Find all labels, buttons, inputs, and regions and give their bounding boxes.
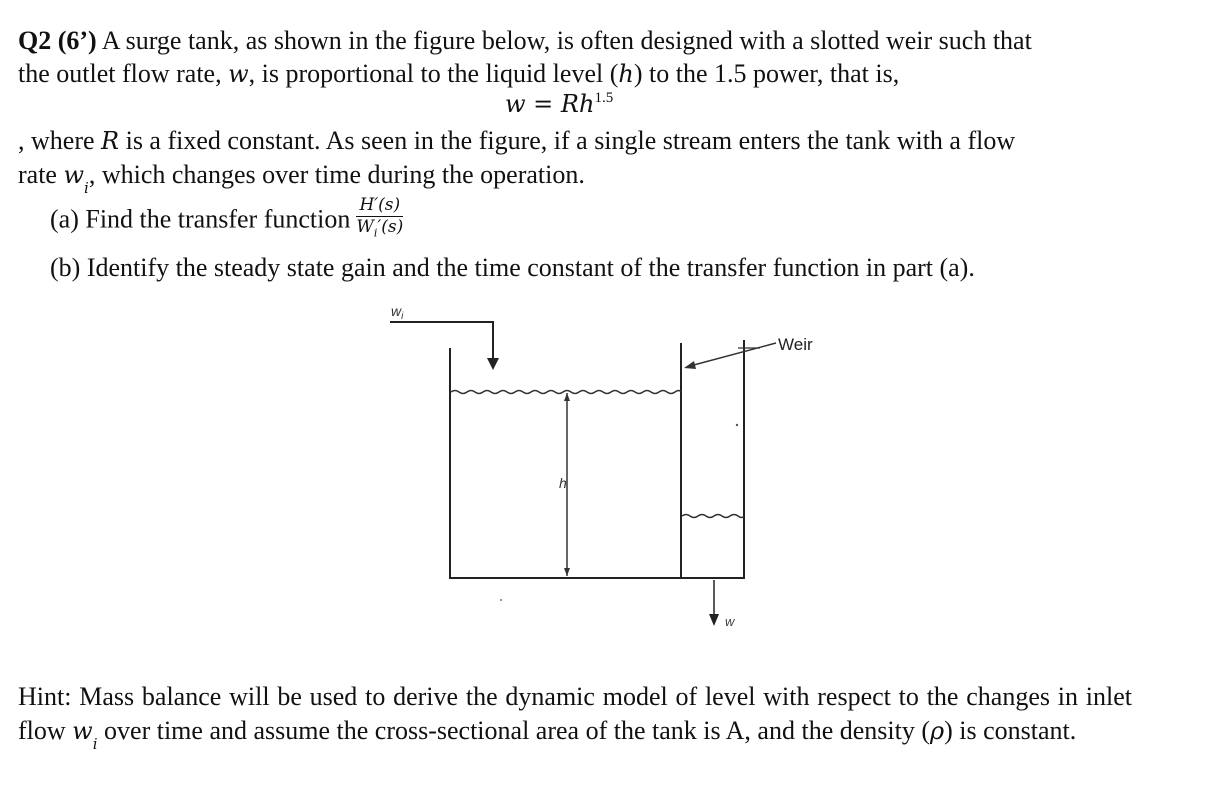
weir-label: Weir (778, 335, 813, 354)
inlet-label-w: w (391, 303, 402, 319)
figure-dot (736, 424, 738, 426)
fraction-numerator: H′(s) (356, 196, 403, 217)
equation-rhs: Rh (560, 90, 595, 118)
hint-subscript-i: i (92, 735, 98, 754)
inlet-pipe (390, 322, 493, 362)
denominator-rest: ′(s) (377, 217, 404, 237)
outlet-arrowhead (709, 614, 719, 626)
tank-wall (450, 340, 744, 578)
hint-text-1: Hint: Mass balance will be used to derive the dynamic model of level with respect to the changes in inlet flow (18, 682, 1132, 745)
hint-paragraph (18, 680, 1132, 757)
equation-lhs: w (505, 90, 526, 118)
hint-rho: ρ (930, 717, 945, 745)
text-fragment: ) to the 1.5 power, that is, (633, 59, 900, 88)
liquid-surface (451, 391, 681, 394)
denominator-w: W (356, 217, 374, 237)
math-subscript-i: i (84, 179, 89, 198)
denominator-subscript: i (373, 226, 378, 240)
math-var-wi: w (63, 161, 85, 189)
equation-equals: = (525, 90, 561, 118)
math-var-w: w (228, 60, 249, 88)
outlet-flow-label: w (725, 614, 735, 629)
math-var-R: R (101, 127, 120, 155)
figure-dot (500, 599, 502, 601)
part-b-text: (b) Identify the steady state gain and the time constant of the transfer function in part (a). (50, 253, 975, 282)
level-arrow-bottom (564, 568, 570, 576)
text-fragment: the outlet flow rate, (18, 59, 229, 88)
hint-text-3: ) is constant. (944, 716, 1077, 745)
question-label: Q2 (6’) (18, 26, 97, 55)
inlet-label-sub: i (401, 311, 404, 322)
inlet-flow-label (391, 303, 404, 322)
part-a-text: (a) Find the transfer function (50, 204, 351, 234)
math-var-h: h (618, 60, 634, 88)
level-arrow-top (564, 393, 570, 401)
weir-chamber-surface (682, 515, 744, 518)
equation-exponent: 1.5 (594, 89, 614, 106)
text-fragment: rate (18, 160, 64, 189)
weir-leader-arrowhead (684, 361, 696, 369)
text-fragment: , where (18, 126, 102, 155)
weir-leader-line (690, 343, 776, 366)
text-fragment: , is proportional to the liquid level ( (248, 59, 619, 88)
hint-text-2: over time and assume the cross-sectional area of the tank is A, and the density ( (97, 716, 931, 745)
inlet-arrowhead (487, 358, 499, 370)
level-label: h (559, 475, 567, 491)
hint-var-w: w (72, 717, 93, 745)
question-text-1: A surge tank, as shown in the figure below, is often designed with a slotted weir such that (96, 26, 1032, 55)
text-fragment: is a fixed constant. As seen in the figure, if a single stream enters the tank with a flow (119, 126, 1016, 155)
text-fragment: , which changes over time during the operation. (88, 160, 585, 189)
